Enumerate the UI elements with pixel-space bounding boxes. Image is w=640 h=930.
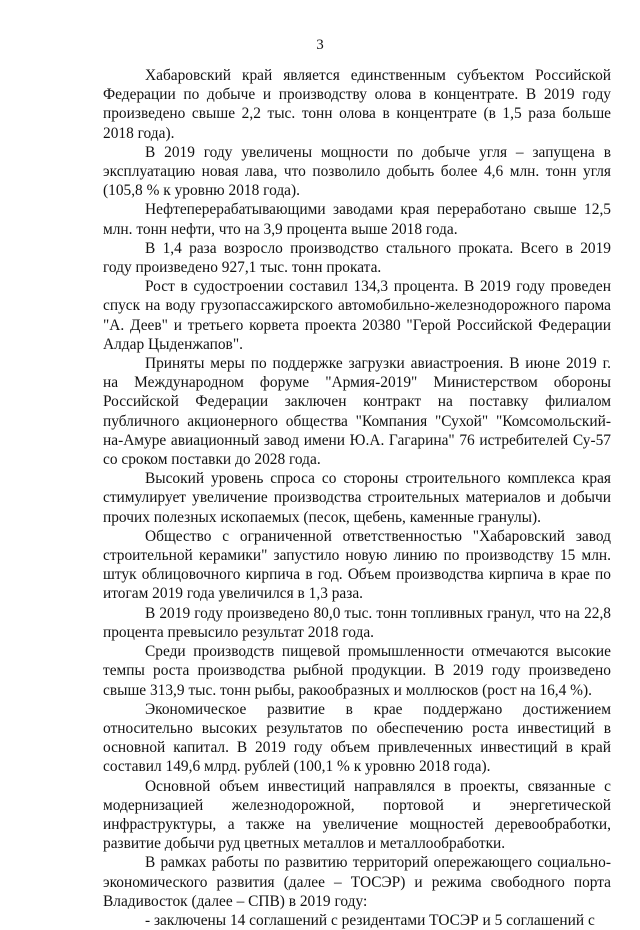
paragraph-construction-demand: Высокий уровень спроса со стороны строительного комплекса края стимулирует увеличение производства строительных материалов и добычи прочих полезных ископаемых (песок, щебень, каменные гранулы).: [103, 470, 611, 526]
paragraph-shipbuilding: Рост в судостроении составил 134,3 процента. В 2019 году проведен спуск на воду грузопассажирского автомобильно-железнодорожного парома "А. Деев" и третьего корвета проекта 20380 "Герой Российской Федерации Алдар Цыденжапов".: [103, 278, 611, 353]
document-body: [103, 66, 611, 930]
paragraph-investment-volume: Экономическое развитие в крае поддержано достижением относительно высоких результатов по обеспечению роста инвестиций в основной капитал. В 2019 году объем привлеченных инвестиций в край составил 149,6 млрд. рублей (100,1 % к уровню 2018 года).: [103, 700, 611, 776]
paragraph-investment-directions: Основной объем инвестиций направлялся в проекты, связанные с модернизацией железнодорожной, портовой и энергетической инфраструктуры, а также на увеличение мощностей деревообработки, развитие добычи руд цветных металлов и металлообработки.: [103, 777, 611, 853]
paragraph-tor-spv-intro: В рамках работы по развитию территорий опережающего социально-экономического развития (далее – ТОСЭР) и режима свободного порта Владивосток (далее – СПВ) в 2019 году:: [103, 854, 611, 910]
paragraph-agreements-item: - заключены 14 соглашений с резидентами ТОСЭР и 5 соглашений с: [145, 911, 595, 929]
paragraph-fish-production: Среди производств пищевой промышленности отмечаются высокие темпы роста производства рыбной продукции. В 2019 году произведено свыше 313,9 тыс. тонн рыбы, ракообразных и моллюсков (рост на 16,4 %).: [103, 643, 611, 699]
paragraph-fuel-pellets: В 2019 году произведено 80,0 тыс. тонн топливных гранул, что на 22,8 процента превысило результат 2018 года.: [103, 604, 611, 641]
paragraph-brick-factory: Общество с ограниченной ответственностью "Хабаровский завод строительной керамики" запустило новую линию по производству 15 млн. штук облицовочного кирпича в год. Объем производства кирпича в крае по итогам 2019 года увеличился в 1,3 раза.: [103, 527, 611, 603]
paragraph-aircraft-industry: Приняты меры по поддержке загрузки авиастроения. В июне 2019 г. на Международном форуме "Армия-2019" Министерством обороны Российской Федерации заключен контракт на поставку филиалом публичного акционерного общества "Компания "Сухой" "Комсомольский-на-Амуре авиационный завод имени Ю.А. Гагарина" 76 истребителей Су-57 со сроком поставки до 2028 года.: [103, 355, 611, 469]
paragraph-coal-mining: В 2019 году увеличены мощности по добыче угля – запущена в эксплуатацию новая лава, что позволило добыть более 4,6 млн. тонн угля (105,8 % к уровню 2018 года).: [103, 143, 611, 200]
paragraph-tin-production: Хабаровский край является единственным субъектом Российской Федерации по добыче и производству олова в концентрате. В 2019 году произведено свыше 2,2 тыс. тонн олова в концентрате (в 1,5 раза больше 2018 года).: [103, 67, 611, 142]
paragraph-steel-rolling: В 1,4 раза возросло производство стального проката. Всего в 2019 году произведено 927,1 тыс. тонн проката.: [103, 239, 611, 277]
paragraph-oil-refining: Нефтеперерабатывающими заводами края переработано свыше 12,5 млн. тонн нефти, что на 3,9 процента выше 2018 года.: [103, 201, 611, 238]
page-number: 3: [316, 37, 324, 53]
